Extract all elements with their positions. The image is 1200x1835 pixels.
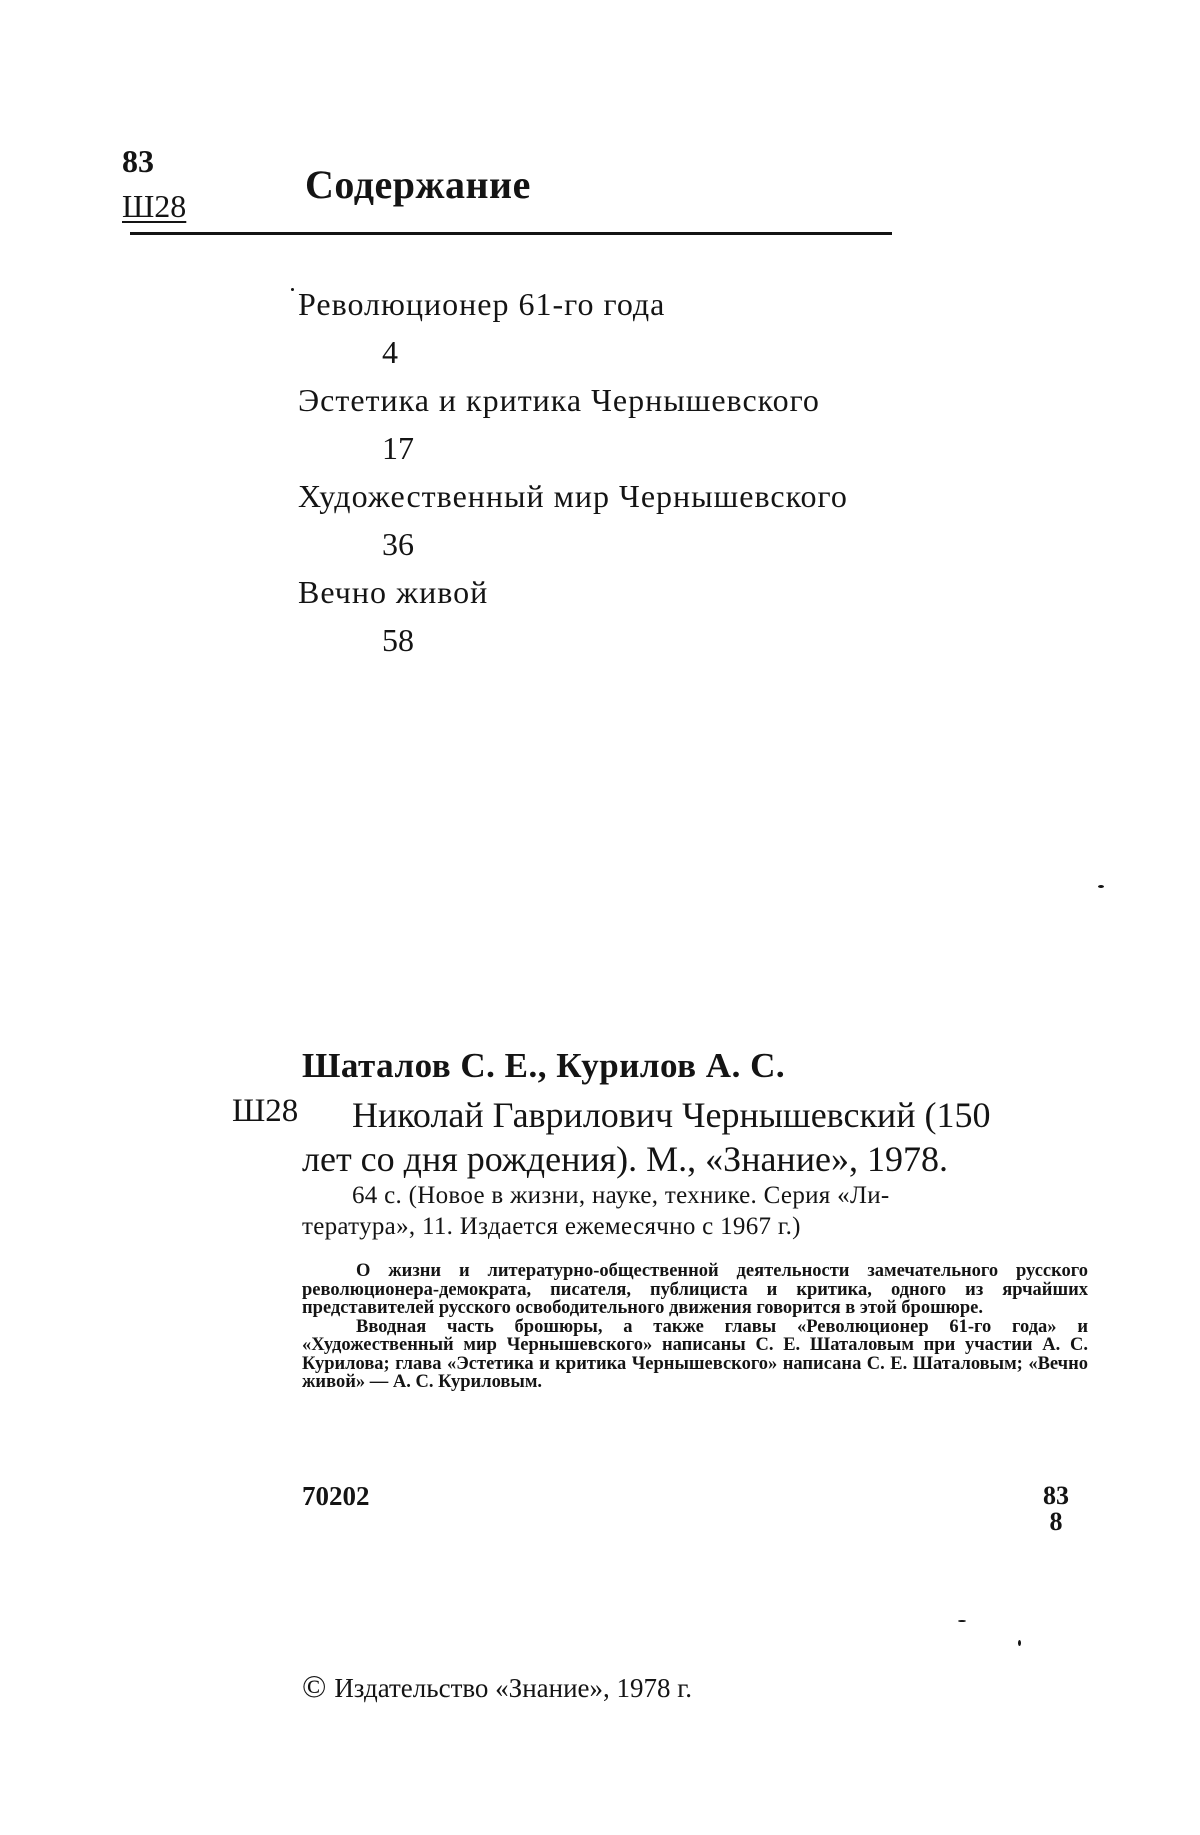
- book-title-line-2: лет со дня рождения). М., «Знание», 1978.: [302, 1139, 948, 1179]
- series-line-2: тература», 11. Издается ежемесячно с 1967 г.): [302, 1213, 801, 1240]
- copyright-icon: ©: [302, 1668, 327, 1704]
- toc-item[interactable]: [298, 376, 998, 472]
- copyright-line: [302, 1670, 692, 1702]
- catalog-code: Ш28: [232, 1093, 299, 1129]
- toc-item[interactable]: [298, 472, 998, 568]
- toc-item-title: Революционер 61-го года: [298, 286, 666, 322]
- print-speck: [958, 1620, 966, 1622]
- toc-item-page: 4: [382, 334, 398, 370]
- classification-code-top: 83: [1043, 1481, 1069, 1510]
- toc-item-page: 36: [382, 526, 414, 562]
- annotation-paragraph-2: Вводная часть брошюры, а также главы «Революционер 61-го года» и «Художественный мир Чернышевского» написаны С. Е. Шаталовым при участии А. С. Курилова; глава «Эстетика и критика Чернышевского» написана С. Е. Шаталовым; «Вечно живой» — А. С. Куриловым.: [302, 1316, 1088, 1392]
- classification-code-bottom: 8: [1049, 1507, 1063, 1536]
- toc-item-title: Вечно живой: [298, 574, 489, 610]
- toc-item-title: Художественный мир Чернышевского: [298, 478, 848, 514]
- annotation-paragraph-1: О жизни и литературно-общественной деятельности замечательного русского революционера-демократа, писателя, публициста и критика, одного из ярчайших представителей русского освободительного движения говорится в этой брошюре.: [302, 1261, 1088, 1318]
- series-info: [302, 1180, 1086, 1242]
- page-title: Содержание: [305, 162, 531, 207]
- toc-item-title: Эстетика и критика Чернышевского: [298, 382, 820, 418]
- toc-item-page: 58: [382, 622, 414, 658]
- print-speck: [291, 288, 294, 291]
- copyright-text: Издательство «Знание», 1978 г.: [334, 1673, 693, 1703]
- print-speck: [1098, 885, 1104, 888]
- header-rule: [130, 232, 892, 235]
- toc-item[interactable]: [298, 568, 998, 664]
- table-of-contents: [298, 280, 998, 664]
- author-mark: Ш28: [122, 188, 187, 224]
- toc-item[interactable]: [298, 280, 998, 376]
- book-authors: Шаталов С. Е., Курилов А. С.: [302, 1046, 786, 1085]
- publication-index: 70202: [302, 1481, 370, 1511]
- toc-item-page: 17: [382, 430, 414, 466]
- print-speck: [1018, 1640, 1021, 1646]
- udc-code: 83: [122, 143, 154, 179]
- series-line-1: [302, 1180, 1086, 1211]
- annotation: [302, 1262, 1088, 1392]
- series-text-1: 64 с. (Новое в жизни, науке, технике. Серия «Ли-: [352, 1182, 890, 1209]
- classification-code: [1043, 1483, 1069, 1535]
- book-title-line-1: Николай Гаврилович Чернышевский (150: [352, 1095, 991, 1135]
